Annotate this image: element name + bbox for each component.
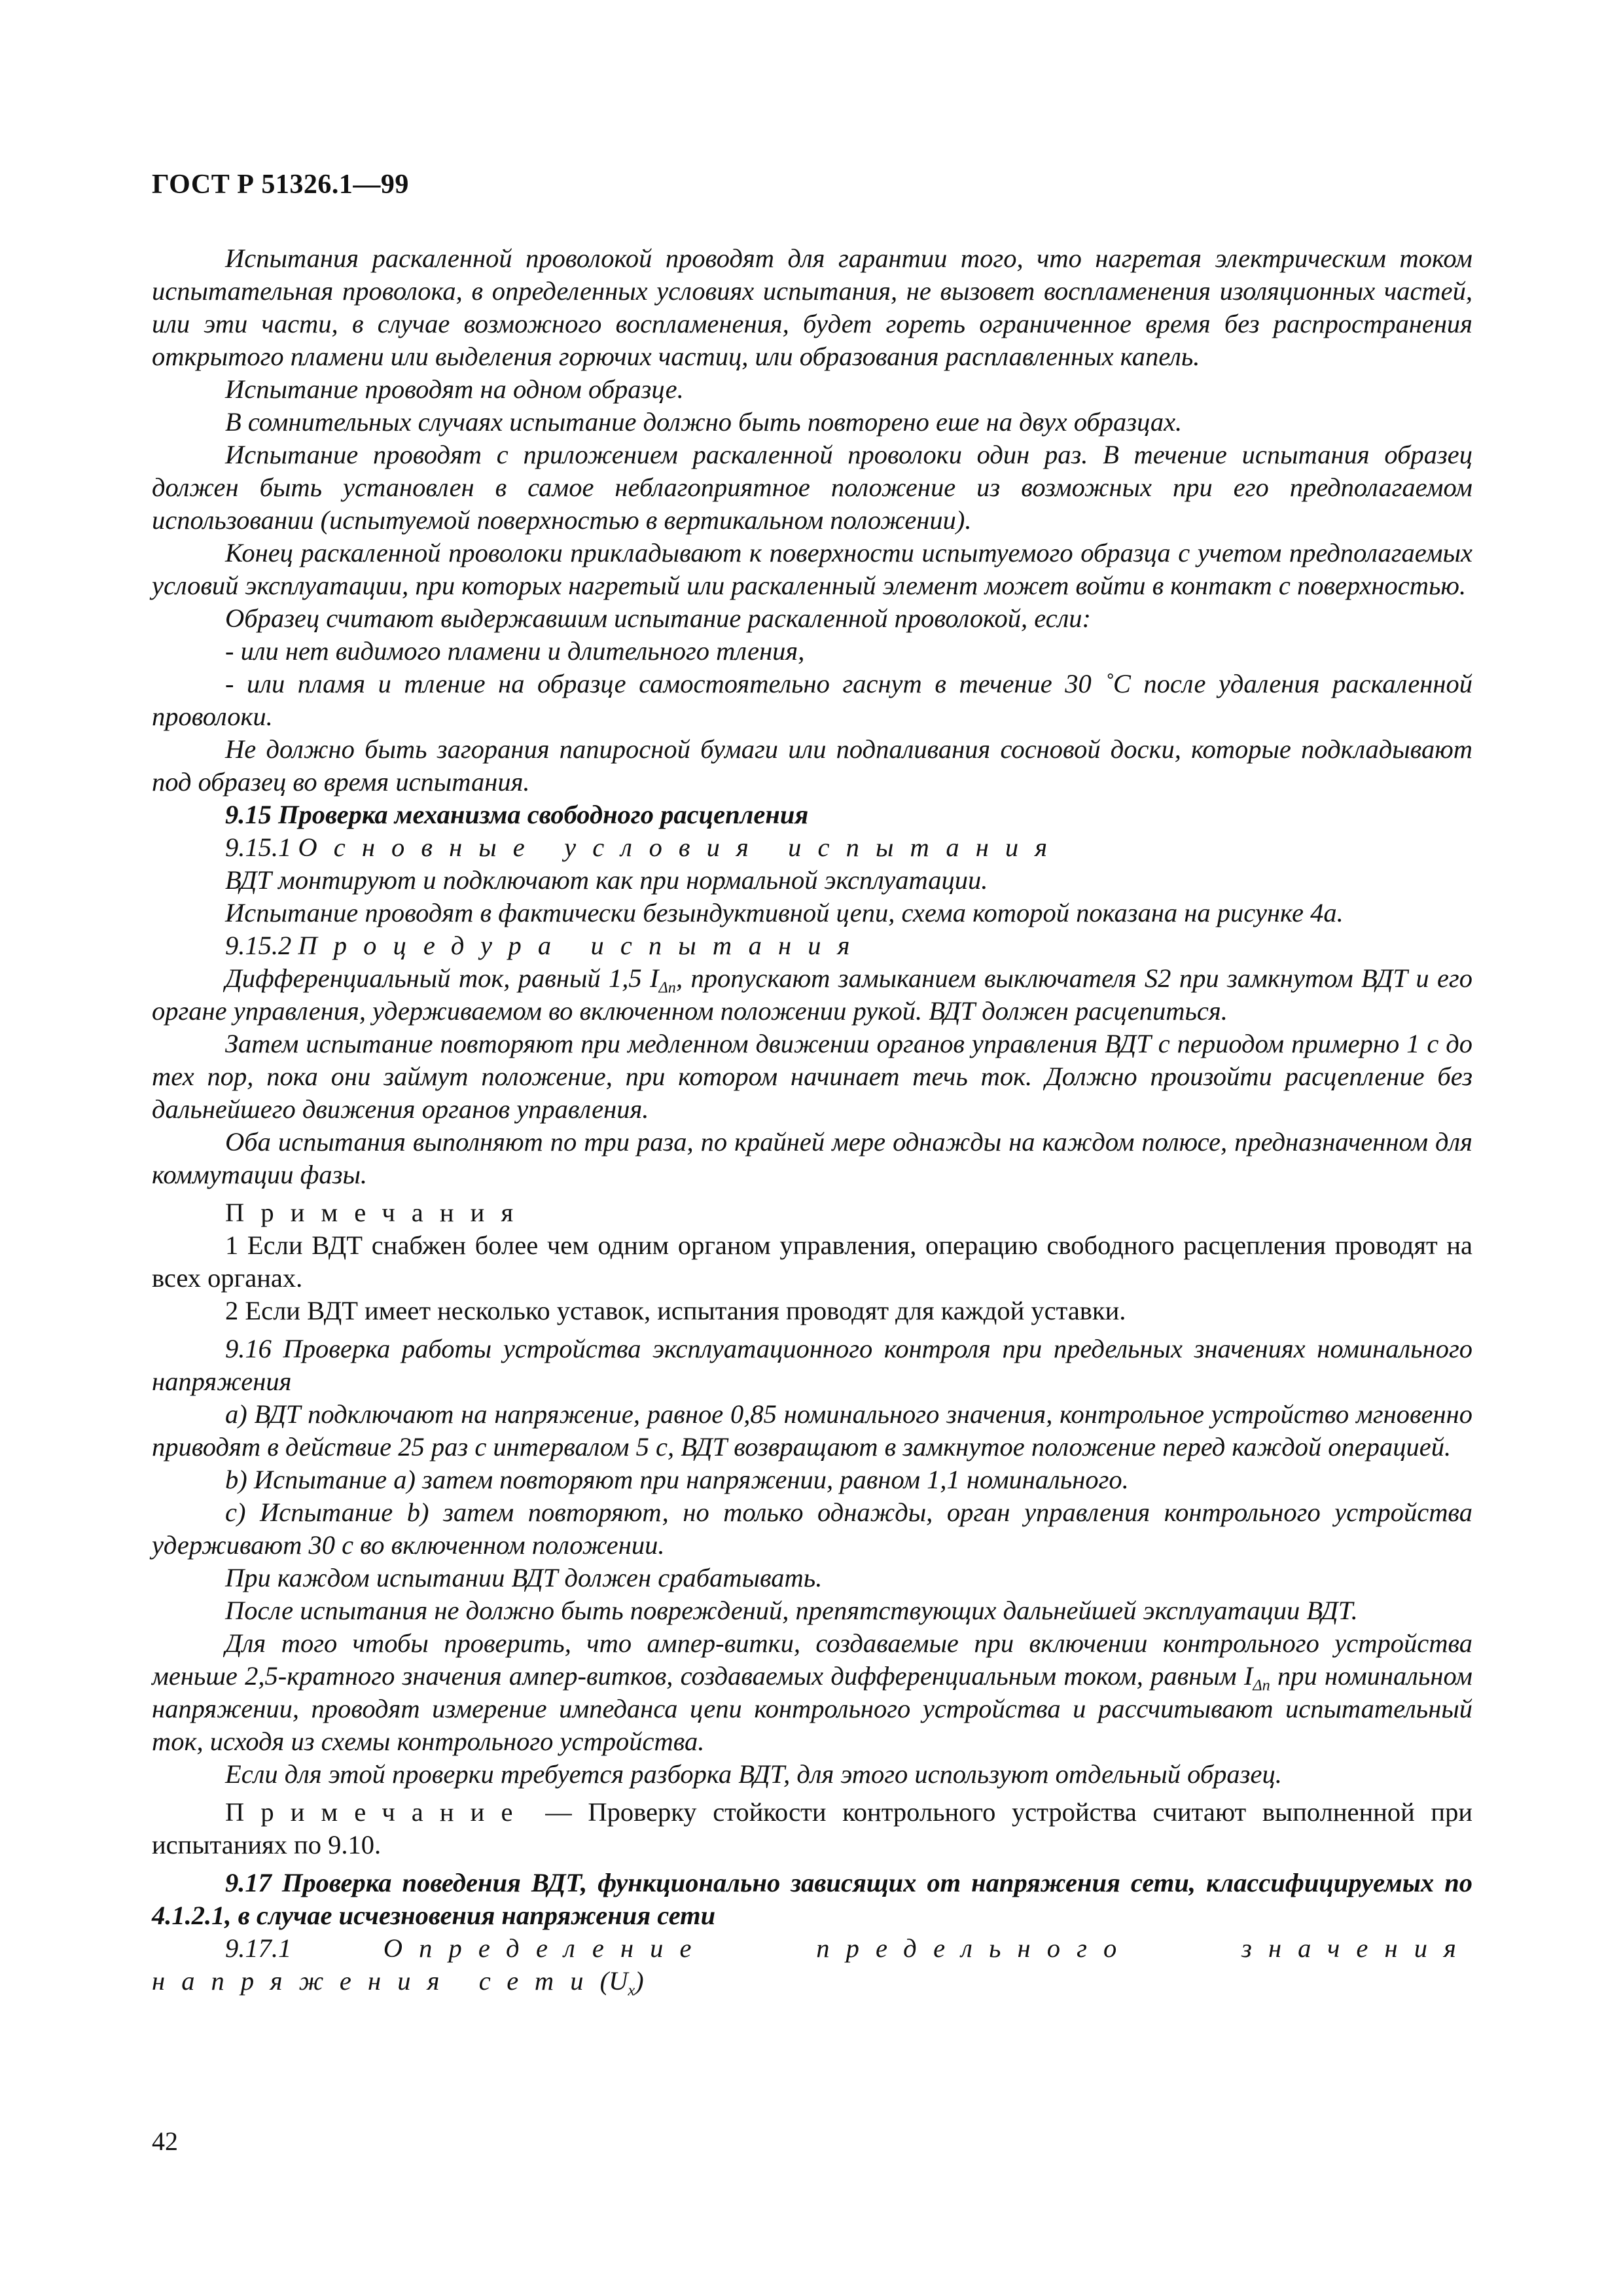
section-heading-9-17: 9.17 Проверка поведения ВДТ, функционально зависящих от напряжения сети, классифицируемых по 4.1.2.1, в случае исчезновения напряжения сети [152, 1868, 1472, 1930]
paragraph: Испытание проводят на одном образце. [225, 374, 684, 404]
paragraph: Если для этой проверки требуется разборка ВДТ, для этого используют отдельный образец. [225, 1759, 1282, 1789]
notes-heading: Примечания [225, 1198, 530, 1227]
paragraph [152, 1627, 1472, 1758]
paragraph: c) Испытание b) затем повторяют, но только однажды, орган управления контрольного устройства удерживают 30 с во включенном положении. [152, 1498, 1472, 1560]
note-text: — Проверку стойкости контрольного устройства считают выполненной при испытаниях по 9.10. [152, 1797, 1472, 1859]
subsection-title: Процедура испытания [298, 931, 866, 960]
paragraph: При каждом испытании ВДТ должен срабатывать. [225, 1563, 823, 1592]
subscript: x [628, 1981, 635, 2000]
page-number: 42 [152, 2126, 178, 2156]
paragraph-text: Для того чтобы проверить, что ампер-витки, создаваемые при включении контрольного устройства меньше 2,5-кратного значения ампер-витков, создаваемых дифференциальным током, равным I [152, 1628, 1472, 1691]
subsection-title: Определение предельного значения напряжения сети [152, 1933, 1472, 1996]
subsection-heading-9-15-2 [152, 929, 1472, 962]
subscript: Δn [658, 978, 676, 997]
section-heading-9-16: 9.16 Проверка работы устройства эксплуатационного контроля при предельных значениях номинального напряжения [152, 1334, 1472, 1396]
note [152, 1796, 1472, 1861]
subsection-number: 9.17.1 [225, 1933, 292, 1963]
paragraph: Не должно быть загорания папиросной бумаги или подпаливания сосновой доски, которые подкладывают под образец во время испытания. [152, 734, 1472, 797]
section-heading-9-15: 9.15 Проверка механизма свободного расцепления [225, 800, 809, 829]
paragraph: Конец раскаленной проволоки прикладывают к поверхности испытуемого образца с учетом предполагаемых условий эксплуатации, при которых нагретый или раскаленный элемент может войти в контакт с поверхностью. [152, 538, 1472, 600]
subsection-number: 9.15.1 [225, 833, 292, 862]
note-label: Примечание [225, 1797, 529, 1827]
symbol: (U [599, 1966, 628, 1996]
list-item: - или пламя и тление на образце самостоятельно гаснут в течение 30 ˚С после удаления раскаленной проволоки. [152, 669, 1472, 731]
paragraph-text: , пропускают замыканием выключателя S2 при замкнутом ВДТ и его органе управления, удерживаемом во включенном положении рукой. ВДТ должен расцепиться. [152, 963, 1472, 1026]
paragraph: b) Испытание а) затем повторяют при напряжении, равном 1,1 номинального. [225, 1465, 1129, 1494]
paragraph: В сомнительных случаях испытание должно быть повторено еше на двух образцах. [225, 407, 1183, 437]
paragraph: Испытание проводят с приложением раскаленной проволоки один раз. В течение испытания образец должен быть установлен в самое неблагоприятное положение из возможных при его предполагаемом использовании (испытуемой поверхностью в вертикальном положении). [152, 440, 1472, 535]
symbol-close: ) [635, 1966, 644, 1996]
paragraph: ВДТ монтируют и подключают как при нормальной эксплуатации. [225, 865, 988, 895]
paragraph-text: Дифференциальный ток, равный 1,5 I [225, 963, 659, 993]
subsection-number: 9.15.2 [225, 931, 292, 960]
document-header: ГОСТ Р 51326.1—99 [152, 170, 409, 200]
note-item: 2 Если ВДТ имеет несколько уставок, испытания проводят для каждой уставки. [225, 1296, 1126, 1325]
subsection-title: Основные условия испытания [298, 833, 1064, 862]
paragraph [152, 962, 1472, 1028]
paragraph: Образец считают выдержавшим испытание раскаленной проволокой, если: [225, 603, 1092, 633]
paragraph-text: при номинальном напряжении, проводят измерение импеданса цепи контрольного устройства и рассчитывают испытательный ток, исходя из схемы контрольного устройства. [152, 1661, 1472, 1756]
document-body [152, 242, 1472, 1998]
paragraph: Испытания раскаленной проволокой проводят для гарантии того, что нагретая электрическим током испытательная проволока, в определенных условиях испытания, не вызовет воспламенения изоляционных частей, или эти части, в случае возможного воспламенения, будет гореть ограниченное время без распространения открытого пламени или выделения горючих частиц, или образования расплавленных капель. [152, 243, 1472, 371]
note-item: 1 Если ВДТ снабжен более чем одним органом управления, операцию свободного расцепления проводят на всех органах. [152, 1230, 1472, 1293]
subsection-heading-9-17-1 [152, 1932, 1472, 1998]
paragraph: После испытания не должно быть повреждений, препятствующих дальнейшей эксплуатации ВДТ. [225, 1596, 1358, 1625]
subsection-heading-9-15-1 [152, 831, 1472, 864]
list-item: - или нет видимого пламени и длительного тления, [225, 636, 805, 666]
paragraph: Испытание проводят в фактически безындуктивной цепи, схема которой показана на рисунке 4а. [225, 898, 1344, 927]
paragraph: а) ВДТ подключают на напряжение, равное 0,85 номинального значения, контрольное устройство мгновенно приводят в действие 25 раз с интервалом 5 с, ВДТ возвращают в замкнутое положение перед каждой операцией. [152, 1399, 1472, 1462]
paragraph: Оба испытания выполняют по три раза, по крайней мере однажды на каждом полюсе, предназначенном для коммутации фазы. [152, 1127, 1472, 1189]
subscript: Δn [1253, 1676, 1270, 1695]
paragraph: Затем испытание повторяют при медленном движении органов управления ВДТ с периодом примерно 1 с до тех пор, пока они займут положение, при котором начинает течь ток. Должно произойти расцепление без дальнейшего движения органов управления. [152, 1029, 1472, 1124]
